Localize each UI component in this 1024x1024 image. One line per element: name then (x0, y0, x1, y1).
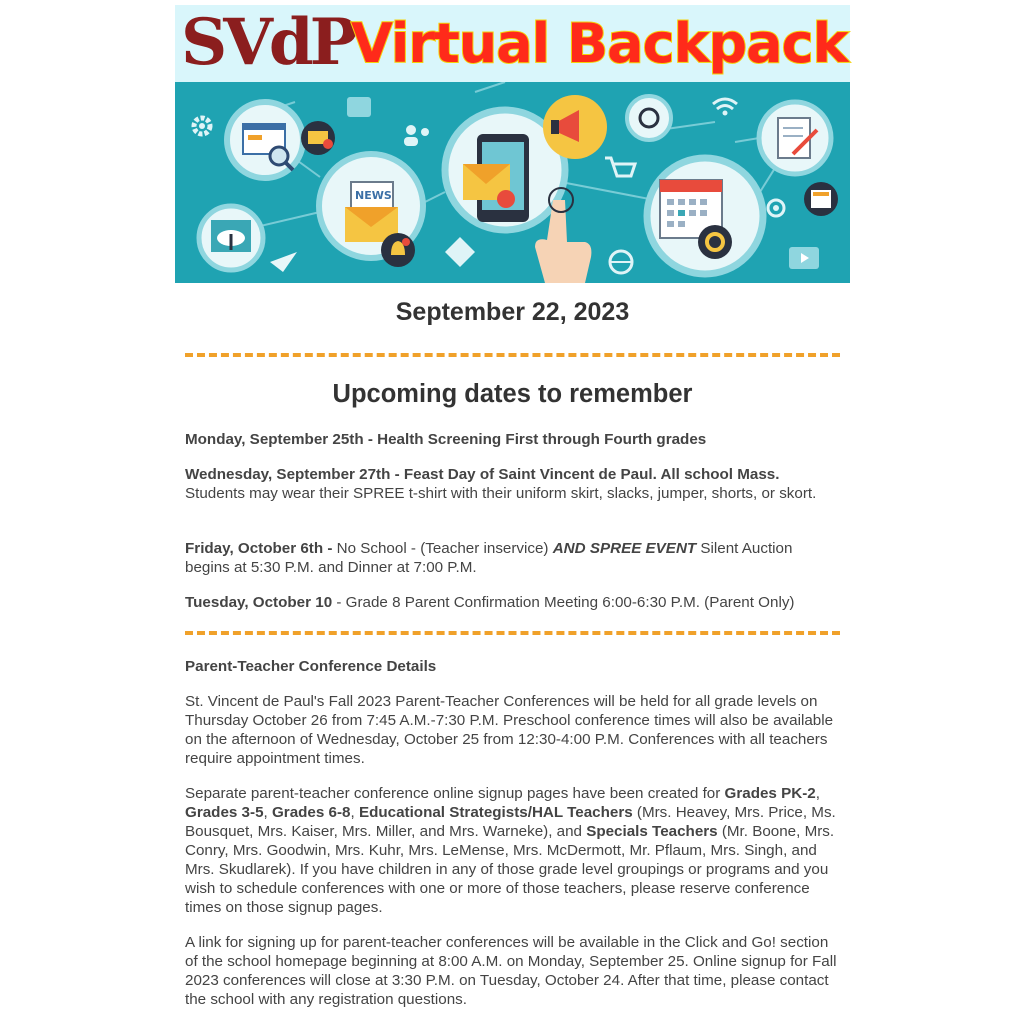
divider-1 (185, 353, 840, 357)
divider-2 (185, 631, 840, 635)
news-icon (804, 182, 838, 216)
paper-plane-icon (270, 252, 297, 272)
brain-gear-icon (627, 96, 671, 140)
conference-paragraph-2 (185, 784, 840, 917)
signup-grades-pk-2: Grades PK-2 (724, 785, 816, 802)
p2-text-2: , (815, 785, 820, 802)
wifi-icon (713, 99, 737, 116)
signup-specials: Specials Teachers (586, 823, 718, 840)
upcoming-item-2-text: Students may wear their SPREE t-shirt with their uniform skirt, slacks, jumper, shorts, or skort. (185, 485, 817, 502)
signup-strategists-hal: Educational Strategists/HAL Teachers (358, 804, 633, 821)
conference-paragraph-3: A link for signing up for parent-teacher conferences will be available in the Click and Go! section of the school homepage beginning at 8:00 A.M. on Monday, September 25. Online signup for Fall 2023 conferences will close at 3:30 P.M. on Tuesday, October 24. After that time, please contact the school with any registration questions. (185, 934, 837, 1008)
banner-title: Virtual Backpack (351, 12, 848, 75)
email-badge-icon (301, 121, 335, 155)
upcoming-item-3-text2: Silent Auction begins at 5:30 P.M. and Dinner at 7:00 P.M. (185, 540, 793, 576)
calendar-icon (647, 158, 763, 274)
upcoming-item-4-text: - Grade 8 Parent Confirmation Meeting 6:00-6:30 P.M. (Parent Only) (332, 594, 795, 611)
p2-text-3: , (263, 804, 272, 821)
banner (175, 5, 850, 283)
upcoming-item-3-bolditalic: AND SPREE EVENT (552, 540, 697, 557)
banner-header (175, 5, 850, 82)
cloud-download-icon (199, 206, 263, 270)
globe-icon (610, 251, 632, 273)
conference-paragraph-1: St. Vincent de Paul's Fall 2023 Parent-Teacher Conferences will be held for all grade levels on Thursday October 26 from 7:45 A.M.-7:30 P.M. Preschool conference times will also be available on the afternoon of Wednesday, October 25 from 12:30-4:00 P.M. Conferences with all teachers require appointment times. (185, 693, 834, 767)
signup-grades-6-8: Grades 6-8 (271, 804, 351, 821)
upcoming-heading: Upcoming dates to remember (332, 380, 693, 408)
upcoming-item-1-bold: Monday, September 25th - Health Screening First through Fourth grades (185, 431, 707, 448)
upcoming-item-4 (185, 593, 840, 612)
svdp-logo: SVdP (181, 5, 354, 80)
upcoming-item-3-text: No School - (Teacher inservice) (336, 540, 553, 557)
upcoming-item-1 (185, 430, 840, 449)
conference-heading (185, 657, 840, 676)
at-icon (768, 200, 784, 216)
upcoming-item-2 (185, 465, 840, 503)
megaphone-icon (543, 95, 607, 159)
upcoming-item-3-bold: Friday, October 6th - (185, 540, 337, 557)
p2-text-4: , (350, 804, 359, 821)
banner-illustration (175, 82, 850, 283)
p2-text-5: (Mrs. Heavey, Mrs. Price, Ms. Bousquet, Mrs. Kaiser, Mrs. Miller, and Mrs. Warneke), and (185, 804, 836, 840)
cart-icon (605, 158, 635, 176)
upcoming-item-3 (185, 539, 840, 577)
newsletter-date: September 22, 2023 (395, 298, 630, 326)
svg-text:NEWS: NEWS (355, 189, 392, 202)
browser-search-icon (227, 102, 303, 178)
upcoming-item-4-bold: Tuesday, October 10 (185, 594, 333, 611)
video-icon (789, 247, 819, 269)
conference-heading-text: Parent-Teacher Conference Details (185, 658, 437, 675)
gear-icon (194, 118, 210, 134)
bell-icon (381, 233, 415, 267)
signup-grades-3-5: Grades 3-5 (185, 804, 264, 821)
user-group-icon (404, 125, 429, 146)
p2-text-1: Separate parent-teacher conference online signup pages have been created for (185, 785, 725, 802)
p2-text-6: (Mr. Boone, Mrs. Conry, Mrs. Goodwin, Mrs. Kuhr, Mrs. LeMense, Mrs. McDermott, Mr. Pflaum, Mrs. Singh, and Mrs. Skudlarek). If you have children in any of those grade level groupings or programs and you wish to schedule conferences with one or more of those teachers, please reserve conference times on those signup pages. (185, 823, 835, 916)
document-pen-icon (759, 102, 831, 174)
upcoming-item-2-bold: Wednesday, September 27th - Feast Day of Saint Vincent de Paul. All school Mass. (185, 466, 780, 483)
